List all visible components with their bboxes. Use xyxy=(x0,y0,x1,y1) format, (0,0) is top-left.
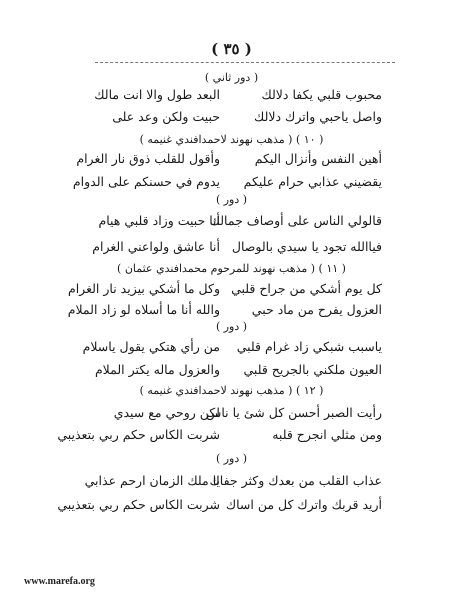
section-heading: ( دور ) xyxy=(215,452,248,465)
verse-hemistich-left: والعزول ماله يكتر الملام xyxy=(94,362,220,377)
verse-hemistich-right: رأيت الصبر أحسن كل شئ يا ناس xyxy=(206,405,382,420)
header-rule xyxy=(95,62,395,63)
verse-hemistich-left: من رأي هتكي يقول ياسلام xyxy=(82,339,220,354)
verse-hemistich-left: أنا عاشق ولواعني الغرام xyxy=(92,239,220,254)
verse-hemistich-right: يقضيني عذابي حرام عليكم xyxy=(243,174,382,189)
verse-hemistich-right: فياالله تجود يا سيدي بالوصال xyxy=(231,239,382,254)
verse-hemistich-left: لكن روحي مع سيدي xyxy=(113,405,220,420)
verse-hemistich-right: ياسبب شبكي زاد غرام قلبي xyxy=(236,339,382,354)
footer-watermark-url: www.marefa.org xyxy=(24,576,95,587)
section-heading: ( دور ثاني ) xyxy=(204,71,259,84)
verse-hemistich-right: العزول يفرح من ماد حبي xyxy=(251,302,382,317)
verse-hemistich-left: يدوم في حسنكم على الدوام xyxy=(72,174,220,189)
verse-hemistich-left: شربت الكاس حكم ربي بتعذيبي xyxy=(57,497,220,512)
verse-hemistich-left: البعد طول والا انت مالك xyxy=(94,87,220,102)
verse-hemistich-right: العيون ملكني بالجريح قلبي xyxy=(243,362,382,377)
verse-hemistich-right: أهين النفس وأنزال اليكم xyxy=(254,151,382,166)
verse-hemistich-left: وأقول للقلب ذوق نار الغرام xyxy=(76,151,220,166)
section-heading: ( ١٢ ) ( مذهب نهوند لاحمدافندي غنيمه ) xyxy=(139,384,324,397)
verse-hemistich-right: ومن مثلي انجرح قلبه xyxy=(272,427,382,442)
verse-hemistich-right: قالولي الناس على أوصاف جمالك xyxy=(209,213,382,228)
verse-hemistich-left: حبيت ولكن وعد على xyxy=(112,109,220,124)
section-heading: ( ١٠ ) ( مذهب نهوند لاحمدافندي غنيمه ) xyxy=(139,133,324,146)
verse-hemistich-left: وكل ما أشكي بيزيد نار الغرام xyxy=(67,281,220,296)
verse-hemistich-right: واصل ياحبي واترك دلالك xyxy=(254,109,382,124)
verse-hemistich-right: عذاب القلب من بعدك وكثر جفاك xyxy=(209,473,382,488)
verse-hemistich-right: محبوب قلبي يكفا دلالك xyxy=(261,87,382,102)
verse-hemistich-right: أريد قربك واترك كل من اساك xyxy=(225,497,382,512)
page-number: ( ٣٥ ) xyxy=(211,40,252,58)
verse-hemistich-left: يا ملك الزمان ارحم عذابي xyxy=(84,473,220,488)
section-heading: ( ١١ ) ( مذهب نهوند للمرحوم محمدافندي عثمان ) xyxy=(117,262,346,275)
section-heading: ( دور ) xyxy=(215,193,248,206)
section-heading: ( دور ) xyxy=(215,320,248,333)
verse-hemistich-right: كل يوم أشكي من جراح قلبي xyxy=(231,281,382,296)
verse-hemistich-left: أنا حبيت وزاد قلبي هيام xyxy=(98,213,220,228)
verse-hemistich-left: والله أنا ما أسلاه لو زاد الملام xyxy=(67,302,220,317)
verse-hemistich-left: شربت الكاس حكم ربي بتعذيبي xyxy=(57,427,220,442)
